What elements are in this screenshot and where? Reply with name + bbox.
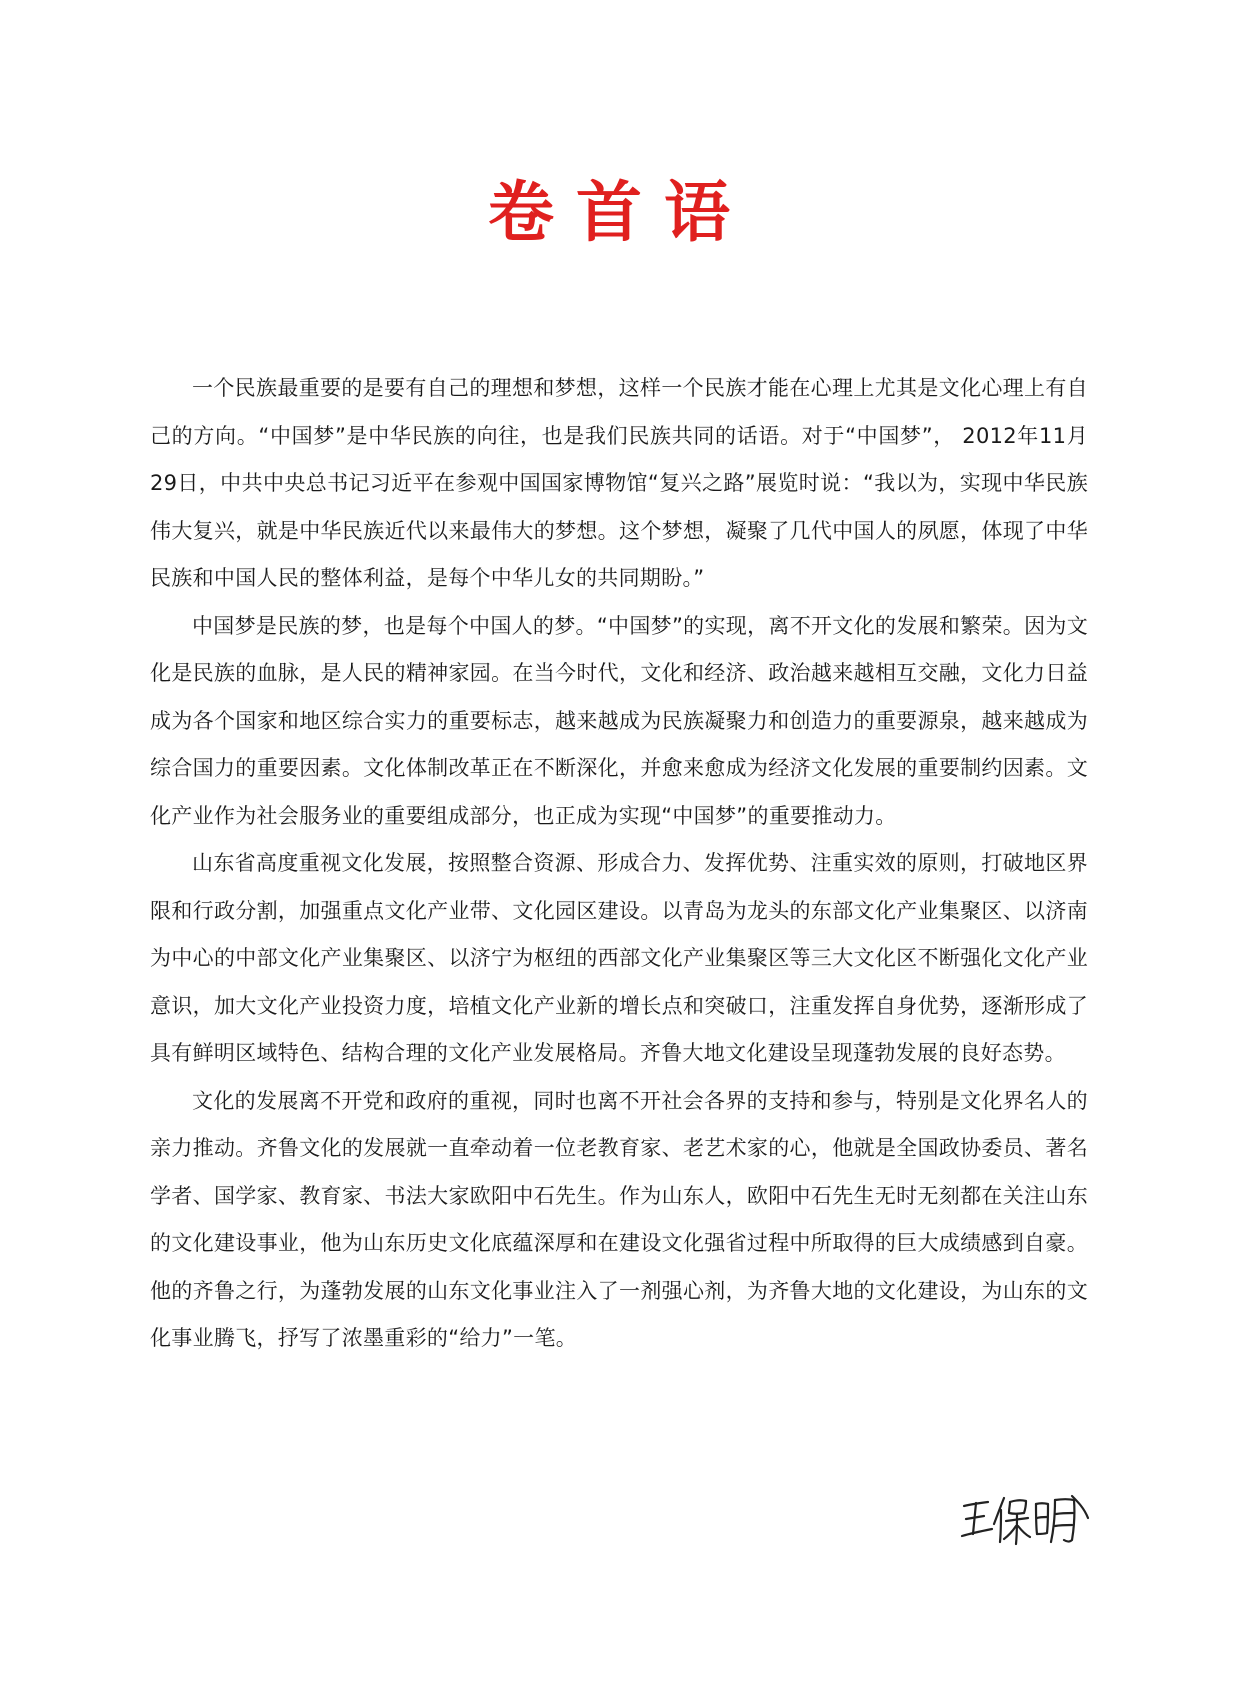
author-signature	[960, 1488, 1090, 1550]
paragraph-4: 文化的发展离不开党和政府的重视，同时也离不开社会各界的支持和参与，特别是文化界名人的亲力推动。齐鲁文化的发展就一直牵动着一位老教育家、老艺术家的心，他就是全国政协委员、著名学者、国学家、教育家、书法大家欧阳中石先生。作为山东人，欧阳中石先生无时无刻都在关注山东的文化建设事业，他为山东历史文化底蕴深厚和在建设文化强省过程中所取得的巨大成绩感到自豪。他的齐鲁之行，为蓬勃发展的山东文化事业注入了一剂强心剂，为齐鲁大地的文化建设，为山东的文化事业腾飞，抒写了浓墨重彩的“给力”一笔。	[150, 1088, 1088, 1350]
paragraph-2: 中国梦是民族的梦，也是每个中国人的梦。“中国梦”的实现，离不开文化的发展和繁荣。因为文化是民族的血脉，是人民的精神家园。在当今时代，文化和经济、政治越来越相互交融，文化力日益成为各个国家和地区综合实力的重要标志，越来越成为民族凝聚力和创造力的重要源泉，越来越成为综合国力的重要因素。文化体制改革正在不断深化，并愈来愈成为经济文化发展的重要制约因素。文化产业作为社会服务业的重要组成部分，也正成为实现“中国梦”的重要推动力。	[150, 613, 1088, 828]
paragraph-1: 一个民族最重要的是要有自己的理想和梦想，这样一个民族才能在心理上尤其是文化心理上有自己的方向。“中国梦”是中华民族的向往，也是我们民族共同的话语。对于“中国梦”， 2012年11月29日，中共中央总书记习近平在参观中国国家博物馆“复兴之路”展览时说：“我以为，实现中华民族伟大复兴，就是中华民族近代以来最伟大的梦想。这个梦想，凝聚了几代中国人的夙愿，体现了中华民族和中国人民的整体利益，是每个中华儿女的共同期盼。”	[150, 376, 1088, 590]
signature-text	[960, 1550, 961, 1551]
body-text	[150, 365, 1088, 1363]
paragraph-3: 山东省高度重视文化发展，按照整合资源、形成合力、发挥优势、注重实效的原则，打破地区界限和行政分割，加强重点文化产业带、文化园区建设。以青岛为龙头的东部文化产业集聚区、以济南为中心的中部文化产业集聚区、以济宁为枢纽的西部文化产业集聚区等三大文化区不断强化文化产业意识，加大文化产业投资力度，培植文化产业新的增长点和突破口，注重发挥自身优势，逐渐形成了具有鲜明区域特色、结构合理的文化产业发展格局。齐鲁大地文化建设呈现蓬勃发展的良好态势。	[150, 851, 1088, 1065]
signature-mark	[960, 1488, 1090, 1550]
page-title: 卷首语	[488, 174, 752, 251]
